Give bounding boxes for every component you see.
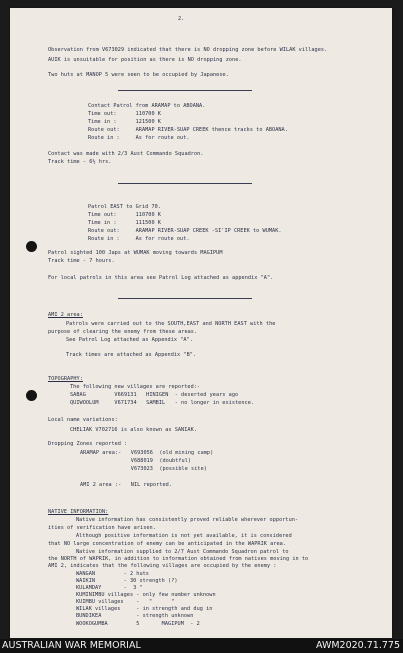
text-line: AUIK is unsuitable for position as there is NO dropping zone. <box>48 57 242 63</box>
text-line: Time in : 121500 K <box>88 119 161 125</box>
text-line: Route in : As for route out. <box>88 236 190 242</box>
text-line: Patrol sighted 100 Japs at WUMAK moving towards MAGIPUM <box>48 250 223 256</box>
divider <box>118 90 252 91</box>
text-line: the NORTH of WAPRIK, in addition to information obtained from natives moving in to <box>48 556 309 562</box>
text-line: Track time - 7 hours. <box>48 258 115 264</box>
text-line: Route out: ARAMAP RIVER-SUAP CREEK -SI'IP CREEK to WUMAK. <box>88 228 282 234</box>
text-line: AMI 2, indicates that the following villages are occupied by the enemy : <box>48 563 277 569</box>
text-line: Route in : As for route out. <box>88 135 190 141</box>
text-line: Route out: ARAMAP RIVER-SUAP CREEK thence tracks to ABOANA. <box>88 127 288 133</box>
text-line: Track times are attached as Appendix "B". <box>66 352 197 358</box>
footer-source: AUSTRALIAN WAR MEMORIAL <box>2 640 141 651</box>
punch-hole <box>26 241 37 252</box>
text-line: WILAK villages - in strength and dug in <box>76 606 213 612</box>
text-line: V673023 (possible site) <box>80 466 207 472</box>
section-heading: NATIVE INFORMATION: <box>48 509 109 515</box>
text-line: See Patrol Log attached as Appendix "A". <box>66 337 193 343</box>
text-line: KUMINIMBU villages - only few number unknown <box>76 592 216 598</box>
text-line: Contact was made with 2/3 Aust Commando Squadron. <box>48 151 204 157</box>
document-page <box>10 8 392 638</box>
text-line: that NO large concentration of enemy can be anticipated in the WAPRIK area. <box>48 541 286 547</box>
text-line: Time out: 110700 K <box>88 111 161 117</box>
text-line: Local name variations: <box>48 417 118 423</box>
text-line: Two huts at MANOP 5 were seen to be occupied by Japanese. <box>48 72 229 78</box>
footer-catalog-id: AWM2020.71.775 <box>315 640 400 651</box>
text-line: Although positive information is not yet available, it is considered <box>76 533 292 539</box>
text-line: Contact Patrol from ARAMAP to ABOANA. <box>88 103 206 109</box>
page-number: 2. <box>178 16 185 22</box>
text-line: AMI 2 area :- NIL reported. <box>80 482 173 488</box>
text-line: BUNDIKEA - strength unknown <box>76 613 194 619</box>
text-line: Native information has consistently proved reliable wherever opportun- <box>76 517 299 523</box>
text-line: KULAMDAY - 3 " <box>76 585 143 591</box>
text-line: For local patrols in this area see Patrol Log attached as appendix "A". <box>48 275 274 281</box>
text-line: QUIWOOLUM V671734 SAMBIL - no longer in existence. <box>70 400 255 406</box>
text-line: ARAMAP area:- V693056 (old mining camp) <box>80 450 214 456</box>
text-line: Time in : 111500 K <box>88 220 161 226</box>
section-heading: AMI 2 area: <box>48 312 83 318</box>
text-line: SABAG V669131 HINIGEN - deserted years ago <box>70 392 239 398</box>
text-line: Patrol EAST to Grid 70. <box>88 204 161 210</box>
text-line: Track time - 6½ hrs. <box>48 159 112 165</box>
archive-footer <box>0 639 403 653</box>
punch-hole <box>26 390 37 401</box>
text-line: Dropping Zones reported : <box>48 441 128 447</box>
divider <box>118 298 252 299</box>
text-line: Native information supplied to 2/7 Aust Commando Squadron patrol to <box>76 549 289 555</box>
text-line: Observation from V673029 indicated that there is NO dropping zone before WILAK villages. <box>48 47 328 53</box>
section-heading: TOPOGRAPHY: <box>48 376 83 382</box>
text-line: ities of verification have arisen. <box>48 525 156 531</box>
text-line: WOOKOGUMBA 5 MAGIPUM - 2 <box>76 621 200 627</box>
divider <box>118 183 252 184</box>
text-line: Patrols were carried out to the SOUTH,EAST and NORTH EAST with the <box>66 321 276 327</box>
text-line: KUIMBU villages - " " <box>76 599 175 605</box>
text-line: Time out: 110700 K <box>88 212 161 218</box>
text-line: WAIKIN - 30 strength (?) <box>76 578 178 584</box>
text-line: purpose of clearing the enemy from these areas. <box>48 329 198 335</box>
text-line: The following new villages are reported:- <box>70 384 201 390</box>
text-line: WANGAN - 2 huts <box>76 571 149 577</box>
text-line: V688019 (doubtful) <box>80 458 192 464</box>
text-line: CHELIAK V702716 is also known as SANIAK. <box>70 427 197 433</box>
